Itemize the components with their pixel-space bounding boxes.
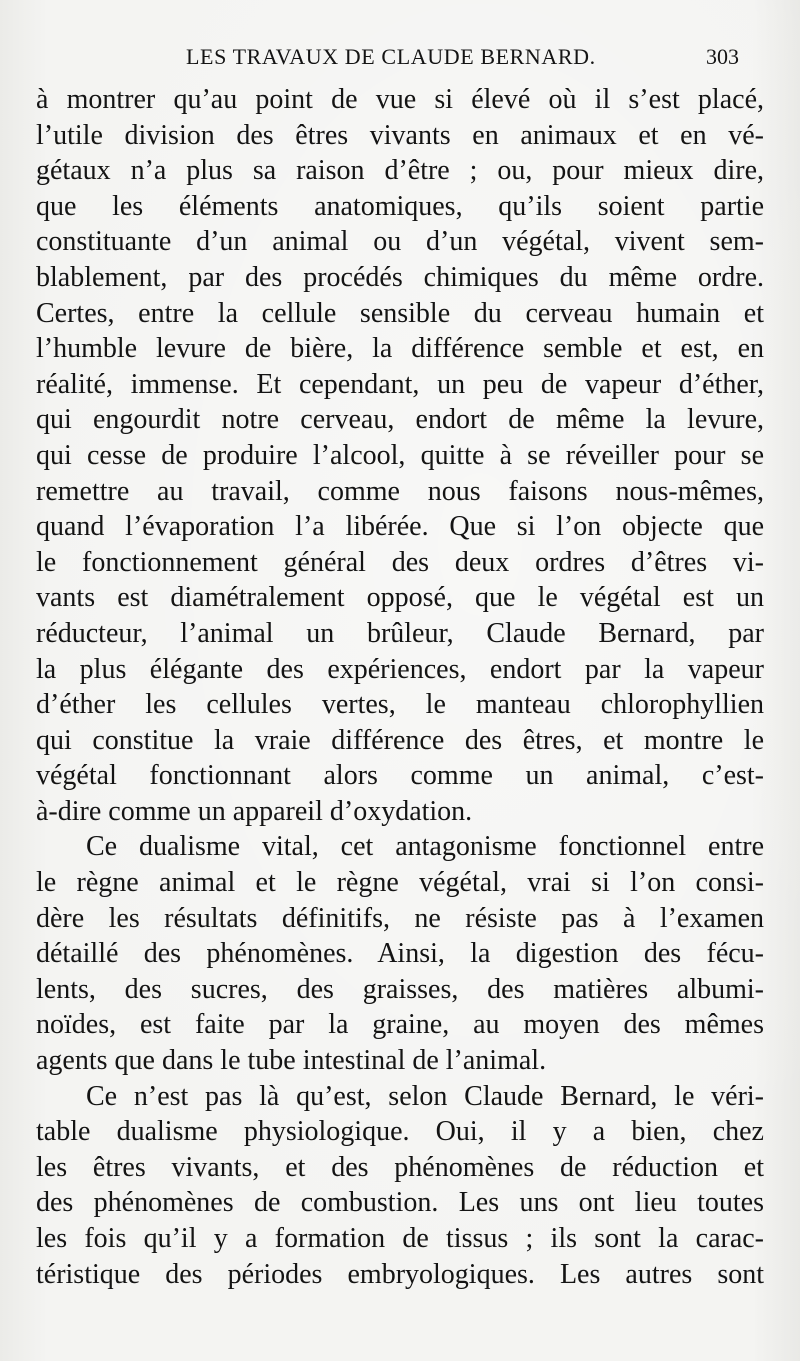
running-head (0, 44, 800, 74)
text-line: l’utile division des êtres vivants en animaux et en vé- (36, 119, 764, 151)
text-line: qui engourdit notre cerveau, endort de même la levure, (36, 404, 764, 436)
text-line: des phénomènes de combustion. Les uns ont lieu toutes (36, 1187, 764, 1219)
text-line: quand l’évaporation l’a libérée. Que si l’on objecte que (36, 511, 764, 543)
text-line: l’humble levure de bière, la différence semble et est, en (36, 333, 764, 365)
text-line: réducteur, l’animal un brûleur, Claude Bernard, par (36, 617, 764, 649)
text-line: réalité, immense. Et cependant, un peu de vapeur d’éther, (36, 368, 764, 400)
running-title: LES TRAVAUX DE CLAUDE BERNARD. (186, 44, 596, 69)
text-line: constituante d’un animal ou d’un végétal, vivent sem- (36, 226, 764, 258)
text-line: à montrer qu’au point de vue si élevé où il s’est placé, (36, 84, 764, 115)
text-line: le fonctionnement général des deux ordres d’êtres vi- (36, 546, 764, 578)
text-line: lents, des sucres, des graisses, des matières albumi- (36, 973, 764, 1005)
paragraph-end-line: à-dire comme un appareil d’oxydation. (36, 795, 473, 827)
text-line: qui cesse de produire l’alcool, quitte à se réveiller pour se (36, 439, 764, 471)
text-line: table dualisme physiologique. Oui, il y a bien, chez (36, 1116, 764, 1148)
text-line: la plus élégante des expériences, endort par la vapeur (36, 653, 764, 685)
text-line: détaillé des phénomènes. Ainsi, la digestion des fécu- (36, 938, 764, 970)
text-line: blablement, par des procédés chimiques du même ordre. (36, 261, 764, 293)
text-line: les fois qu’il y a formation de tissus ; ils sont la carac- (36, 1223, 764, 1254)
text-line: qui constitue la vraie différence des êtres, et montre le (36, 724, 764, 756)
paragraph-start-line: Ce dualisme vital, cet antagonisme fonctionnel entre (86, 831, 764, 863)
text-line: les êtres vivants, et des phénomènes de réduction et (36, 1151, 764, 1183)
text-line: le règne animal et le règne végétal, vrai si l’on consi- (36, 867, 764, 899)
text-line: téristique des périodes embryologiques. Les autres sont (36, 1258, 764, 1290)
body-text (36, 82, 764, 1292)
text-line: végétal fonctionnant alors comme un animal, c’est- (36, 760, 764, 792)
text-line: que les éléments anatomiques, qu’ils soient partie (36, 190, 764, 222)
text-line: d’éther les cellules vertes, le manteau chlorophyllien (36, 689, 764, 721)
text-line: vants est diamétralement opposé, que le végétal est un (36, 582, 764, 614)
text-line: remettre au travail, comme nous faisons nous-mêmes, (36, 475, 764, 507)
paragraph-end-line: agents que dans le tube intestinal de l’animal. (36, 1045, 547, 1077)
text-line: noïdes, est faite par la graine, au moyen des mêmes (36, 1009, 764, 1041)
paragraph-start-line: Ce n’est pas là qu’est, selon Claude Bernard, le véri- (86, 1080, 764, 1112)
text-line: Certes, entre la cellule sensible du cerveau humain et (36, 297, 764, 329)
page-number: 303 (706, 44, 739, 69)
text-line: gétaux n’a plus sa raison d’être ; ou, pour mieux dire, (36, 155, 764, 187)
text-line: dère les résultats définitifs, ne résiste pas à l’examen (36, 902, 764, 934)
